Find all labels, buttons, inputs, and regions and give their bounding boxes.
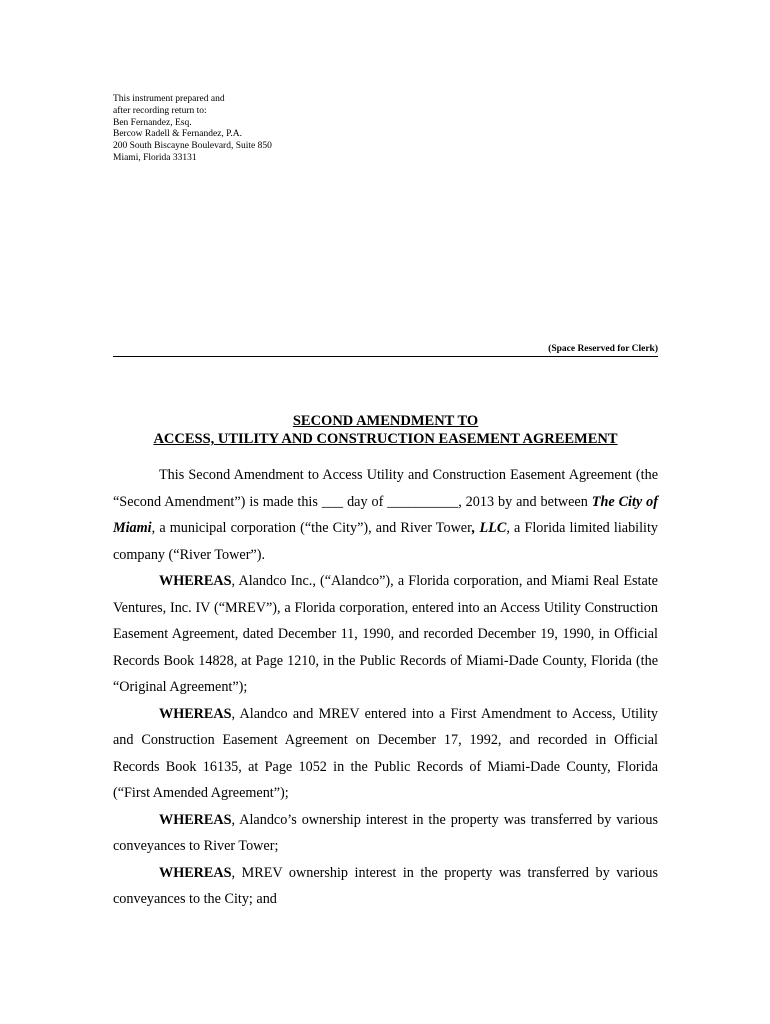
- whereas-label: WHEREAS: [159, 864, 232, 881]
- intro-paragraph: This Second Amendment to Access Utility and Construction Easement Agreement (the “Second Amendment”) is made this ___ day of __________, 2013 by and between The City of Miami, a municipal corporation (“the City”), and River Tower, LLC, a Florida limited liability company (“River Tower”).: [113, 467, 659, 563]
- recital-paragraph: WHEREAS, Alandco’s ownership interest in the property was transferred by various conveyances to River Tower;: [113, 811, 658, 854]
- document-title: [113, 412, 658, 448]
- prepared-by-line: This instrument prepared and: [113, 94, 225, 104]
- recital-paragraph: WHEREAS, Alandco Inc., (“Alandco”), a Florida corporation, and Miami Real Estate Ventures, Inc. IV (“MREV”), a Florida corporation, entered into an Access Utility Construction Easement Agreement, dated December 11, 1990, and recorded December 19, 1990, in Official Records Book 14828, at Page 1210, in the Public Records of Miami-Dade County, Florida (the “Original Agreement”);: [113, 573, 658, 695]
- preparer-name: Ben Fernandez, Esq.: [113, 117, 192, 128]
- preparer-firm: Bercow Radell & Fernandez, P.A.: [113, 129, 243, 140]
- title-line-2: ACCESS, UTILITY AND CONSTRUCTION EASEMENT AGREEMENT: [153, 431, 618, 447]
- clerk-divider: [113, 356, 658, 357]
- title-line-1: SECOND AMENDMENT TO: [292, 413, 479, 429]
- llc-label: LLC: [479, 520, 507, 536]
- whereas-label: WHEREAS: [159, 573, 232, 589]
- whereas-label: WHEREAS: [159, 811, 232, 828]
- prepared-by-line: after recording return to:: [113, 105, 207, 116]
- city-party-name: The City of Miami: [113, 493, 658, 536]
- clerk-space-label: (Space Reserved for Clerk): [548, 344, 658, 354]
- prepared-by-block: [113, 94, 272, 165]
- recital-paragraph: WHEREAS, Alandco and MREV entered into a First Amendment to Access, Utility and Construction Easement Agreement on December 17, 1992, and recorded in Official Records Book 16135, at Page 1052 in the Public Records of Miami-Dade County, Florida (“First Amended Agreement”);: [113, 705, 658, 801]
- preparer-address: 200 South Biscayne Boulevard, Suite 850: [113, 141, 272, 152]
- document-body: [113, 462, 658, 913]
- whereas-label: WHEREAS: [159, 705, 232, 722]
- recital-paragraph: WHEREAS, MREV ownership interest in the property was transferred by various conveyances to the City; and: [113, 864, 658, 907]
- preparer-city: Miami, Florida 33131: [113, 152, 197, 163]
